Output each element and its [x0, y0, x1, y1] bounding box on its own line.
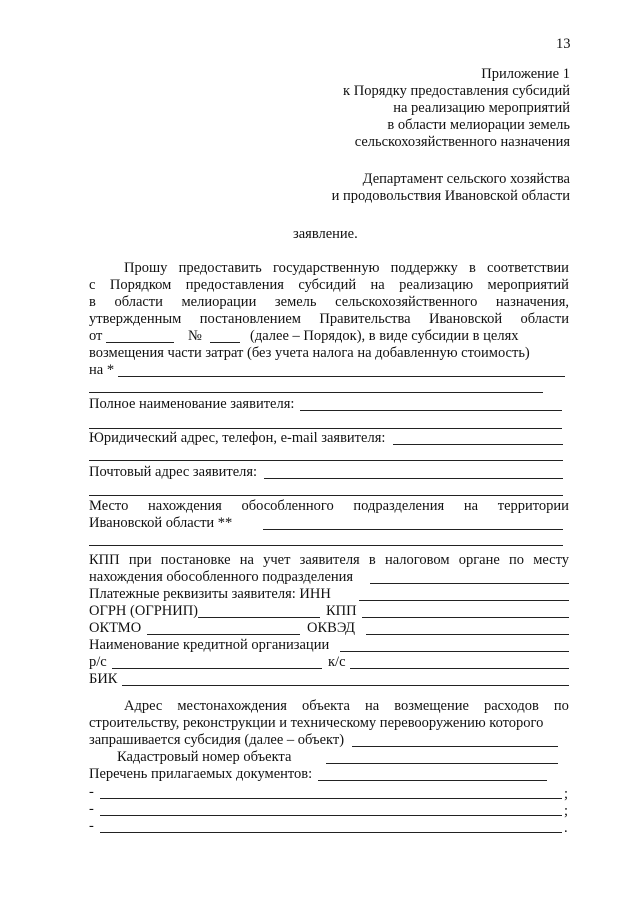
intro-line-4	[89, 311, 569, 328]
purpose-input-2[interactable]	[89, 392, 543, 393]
doc-end-1: ;	[564, 786, 569, 802]
word: предоставить	[178, 260, 262, 276]
legal-address-input[interactable]	[393, 444, 563, 445]
kpp-subdivision-input[interactable]	[370, 583, 569, 584]
doc-end-2: ;	[564, 803, 569, 819]
postal-address-label: Почтовый адрес заявителя:	[89, 464, 258, 480]
doc-end-3: .	[564, 820, 568, 836]
appendix-line-3: на реализацию мероприятий	[393, 100, 570, 116]
bik-label: БИК	[89, 671, 118, 687]
word: предоставления	[185, 277, 284, 293]
word: постановке	[160, 552, 231, 568]
doc-input-3[interactable]	[100, 832, 562, 833]
word: субсидий	[298, 277, 357, 293]
doc-dash-1: -	[89, 784, 94, 800]
word: на	[370, 277, 385, 293]
word: в	[89, 294, 96, 310]
word: местонахождения	[177, 698, 287, 714]
word: мелиорации	[181, 294, 257, 310]
kpp-short-label: КПП	[326, 603, 357, 619]
word: области	[114, 294, 163, 310]
appendix-line-5: сельскохозяйственного назначения	[354, 134, 570, 150]
word: в	[368, 552, 376, 568]
doc-dash-3: -	[89, 818, 94, 834]
word: мероприятий	[487, 277, 569, 293]
rs-label: р/с	[89, 654, 107, 670]
bik-input[interactable]	[122, 685, 569, 686]
appendix-line-2: к Порядку предоставления субсидий	[343, 83, 570, 99]
word: Порядком	[109, 277, 172, 293]
document-title: заявление.	[293, 226, 358, 242]
word: сельскохозяйственного	[335, 294, 478, 310]
word: заявителя	[299, 552, 360, 568]
cadastral-label: Кадастровый номер объекта	[117, 749, 292, 765]
page-number: 13	[556, 36, 571, 52]
word: на	[239, 552, 254, 568]
intro-line-1	[124, 260, 569, 277]
word: Прошу	[124, 260, 168, 276]
intro-line-2	[89, 277, 569, 294]
word: территории	[497, 498, 569, 514]
appendix-line-1: Приложение 1	[481, 66, 570, 82]
object-address-input[interactable]	[352, 746, 558, 747]
word: возмещение	[394, 698, 469, 714]
word: соответствии	[487, 260, 569, 276]
ks-label: к/с	[328, 654, 346, 670]
subdivision-input-2[interactable]	[89, 545, 563, 546]
legal-address-input-2[interactable]	[89, 460, 563, 461]
object-line-1	[124, 698, 569, 715]
word: реализацию	[399, 277, 474, 293]
cadastral-input[interactable]	[326, 763, 558, 764]
word: назначения,	[495, 294, 569, 310]
word: органе	[458, 552, 500, 568]
oktmo-input[interactable]	[147, 634, 300, 635]
legal-address-label: Юридический адрес, телефон, e-mail заявителя:	[89, 430, 386, 446]
word: КПП	[89, 552, 120, 568]
word: объекта	[301, 698, 350, 714]
word: земель	[274, 294, 317, 310]
word: по	[553, 698, 569, 714]
word: при	[128, 552, 152, 568]
word: месту	[533, 552, 569, 568]
documents-input[interactable]	[318, 780, 547, 781]
word: области	[520, 311, 569, 327]
addressee-line-2: и продовольствия Ивановской области	[331, 188, 570, 204]
word: в	[468, 260, 476, 276]
word: постановлением	[199, 311, 301, 327]
postal-address-input-2[interactable]	[89, 495, 563, 496]
intro-line-3	[89, 294, 569, 311]
full-name-label: Полное наименование заявителя:	[89, 396, 295, 412]
word: на	[463, 498, 479, 514]
word: на	[365, 698, 380, 714]
intro-from-label: от	[89, 328, 103, 344]
intro-line-6: возмещения части затрат (без учета налога на добавленную стоимость)	[89, 345, 530, 361]
ogrn-label: ОГРН (ОГРНИП)	[89, 603, 199, 619]
date-input[interactable]	[106, 342, 174, 343]
full-name-input-2[interactable]	[89, 428, 562, 429]
word: Правительства	[319, 311, 411, 327]
rs-input[interactable]	[112, 668, 322, 669]
ks-input[interactable]	[350, 668, 569, 669]
okved-label: ОКВЭД	[307, 620, 356, 636]
word: расходов	[483, 698, 539, 714]
kpp-input[interactable]	[362, 617, 569, 618]
postal-address-input[interactable]	[264, 478, 563, 479]
intro-line-5-rest: (далее – Порядок), в виде субсидии в целях	[250, 328, 519, 344]
word: налоговом	[384, 552, 450, 568]
inn-input[interactable]	[359, 600, 569, 601]
word: подразделения	[353, 498, 445, 514]
word: Место	[89, 498, 129, 514]
addressee-line-1: Департамент сельского хозяйства	[362, 171, 570, 187]
word: с	[89, 277, 96, 293]
word: государственную	[272, 260, 380, 276]
word: утвержденным	[89, 311, 182, 327]
word: Ивановской	[429, 311, 503, 327]
subdivision-input[interactable]	[263, 529, 563, 530]
object-line-2: строительству, реконструкции и техническому перевооружению которого	[89, 715, 544, 731]
kpp-line-2: нахождения обособленного подразделения	[89, 569, 354, 585]
bank-name-label: Наименование кредитной организации	[89, 637, 330, 653]
object-line-3: запрашивается субсидия (далее – объект)	[89, 732, 345, 748]
bank-name-input[interactable]	[340, 651, 569, 652]
full-name-input[interactable]	[300, 410, 562, 411]
intro-number-label: №	[188, 328, 202, 344]
doc-input-2[interactable]	[100, 815, 562, 816]
doc-input-1[interactable]	[100, 798, 562, 799]
appendix-line-4: в области мелиорации земель	[387, 117, 570, 133]
word: обособленного	[241, 498, 334, 514]
word: по	[508, 552, 524, 568]
purpose-input[interactable]	[118, 376, 565, 377]
okved-input[interactable]	[366, 634, 569, 635]
subdivision-line-2: Ивановской области **	[89, 515, 233, 531]
kpp-line-1	[89, 552, 569, 569]
word: поддержку	[390, 260, 458, 276]
ogrn-input[interactable]	[198, 617, 320, 618]
number-input[interactable]	[210, 342, 240, 343]
word: нахождения	[148, 498, 222, 514]
oktmo-label: ОКТМО	[89, 620, 142, 636]
intro-line-7: на *	[89, 362, 115, 378]
payment-details-label: Платежные реквизиты заявителя: ИНН	[89, 586, 331, 602]
word: Адрес	[124, 698, 163, 714]
word: учет	[263, 552, 291, 568]
documents-label: Перечень прилагаемых документов:	[89, 766, 313, 782]
doc-dash-2: -	[89, 801, 94, 817]
subdivision-line-1	[89, 498, 569, 515]
